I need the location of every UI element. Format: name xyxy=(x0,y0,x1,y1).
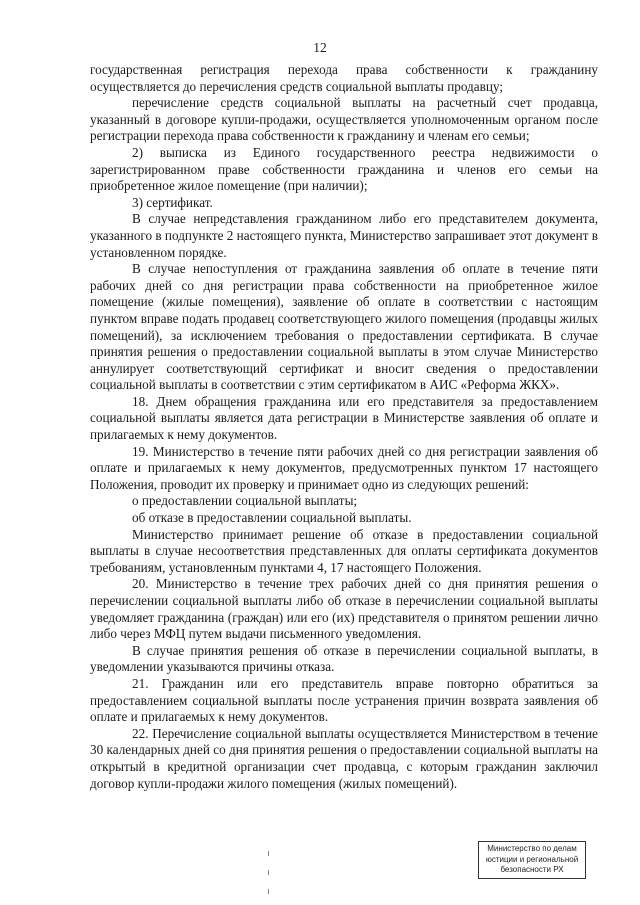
stamp-line: юстиции и региональной xyxy=(485,854,579,864)
paragraph: В случае непредставления гражданином либо его представителем документа, указанного в подпункте 2 настоящего пункта, Министерство запрашивает этот документ в установленном порядке. xyxy=(90,211,598,260)
paragraph: 22. Перечисление социальной выплаты осуществляется Министерством в течение 30 календарных дней со дня принятия решения о предоставлении социальной выплаты на открытый в кредитной организации счет продавца, с которым гражданин заключил договор купли-продажи жилого помещения (жилых помещений). xyxy=(90,725,598,791)
paragraph: государственная регистрация перехода права собственности к гражданину осуществляется до перечисления средств социальной выплаты продавцу; xyxy=(90,62,598,94)
page-number: 12 xyxy=(313,40,327,55)
registration-stamp xyxy=(478,841,586,879)
paragraph: об отказе в предоставлении социальной выплаты. xyxy=(132,510,412,526)
margin-mark xyxy=(268,889,269,894)
stamp-line: Министерство по делам xyxy=(487,844,577,853)
paragraph: 2) выписка из Единого государственного реестра недвижимости о зарегистрированном праве собственности гражданина и членов его семьи на приобретенное жилое помещение (при наличии); xyxy=(90,144,598,194)
paragraph: Министерство принимает решение об отказе в предоставлении социальной выплаты в случае несоответствия представленных для оплаты сертификата документов требованиям, установленным пунктами 4, 17 настоящего Положения. xyxy=(90,526,598,575)
paragraph: В случае непоступления от гражданина заявления об оплате в течение пяти рабочих дней со дня регистрации права собственности на приобретенное жилое помещение (жилые помещения), заявление об оплате в соответствии с настоящим пунктом вправе подать продавец соответствующего жилого помещения (продавцы жилых помещений), за исключением требования о предоставлении сертификата. В случае принятия решения о предоставлении социальной выплаты в этом случае Министерство аннулирует соответствующий сертификат и вносит сведения о предоставлении социальной выплаты в соответствии с этим сертификатом в АИС «Реформа ЖКХ». xyxy=(90,261,598,393)
paragraph: 18. Днем обращения гражданина или его представителя за предоставлением социальной выплаты является дата регистрации в Министерстве заявления об оплате и прилагаемых к нему документов. xyxy=(90,393,598,443)
paragraph: перечисление средств социальной выплаты на расчетный счет продавца, указанный в договоре купли-продажи, осуществляется уполномоченным органом после регистрации перехода права собственности к гражданину и членам его семьи; xyxy=(90,95,598,144)
paragraph: 19. Министерство в течение пяти рабочих дней со дня регистрации заявления об оплате и прилагаемых к нему документов, предусмотренных пунктом 17 настоящего Положения, проводит их проверку и принимает одно из следующих решений: xyxy=(90,443,598,492)
paragraph: 20. Министерство в течение трех рабочих дней со дня принятия решения о перечислении социальной выплаты либо об отказе в перечислении социальной выплаты уведомляет гражданина (граждан) или его (их) представителя о принятом решении лично либо через МФЦ путем выдачи письменного уведомления. xyxy=(90,576,598,642)
paragraph: В случае принятия решения об отказе в перечислении социальной выплаты, в уведомлении указываются причины отказа. xyxy=(90,642,598,675)
paragraph: о предоставлении социальной выплаты; xyxy=(132,493,358,509)
paragraph: 21. Гражданин или его представитель вправе повторно обратиться за предоставлением социальной выплаты после устранения причин возврата заявления об оплате и прилагаемых к нему документов. xyxy=(90,675,598,725)
margin-mark xyxy=(268,870,269,875)
margin-mark xyxy=(268,851,269,856)
document-body xyxy=(90,62,598,792)
stamp-line: безопасности РХ xyxy=(500,865,564,874)
paragraph: 3) сертификат. xyxy=(132,194,213,210)
